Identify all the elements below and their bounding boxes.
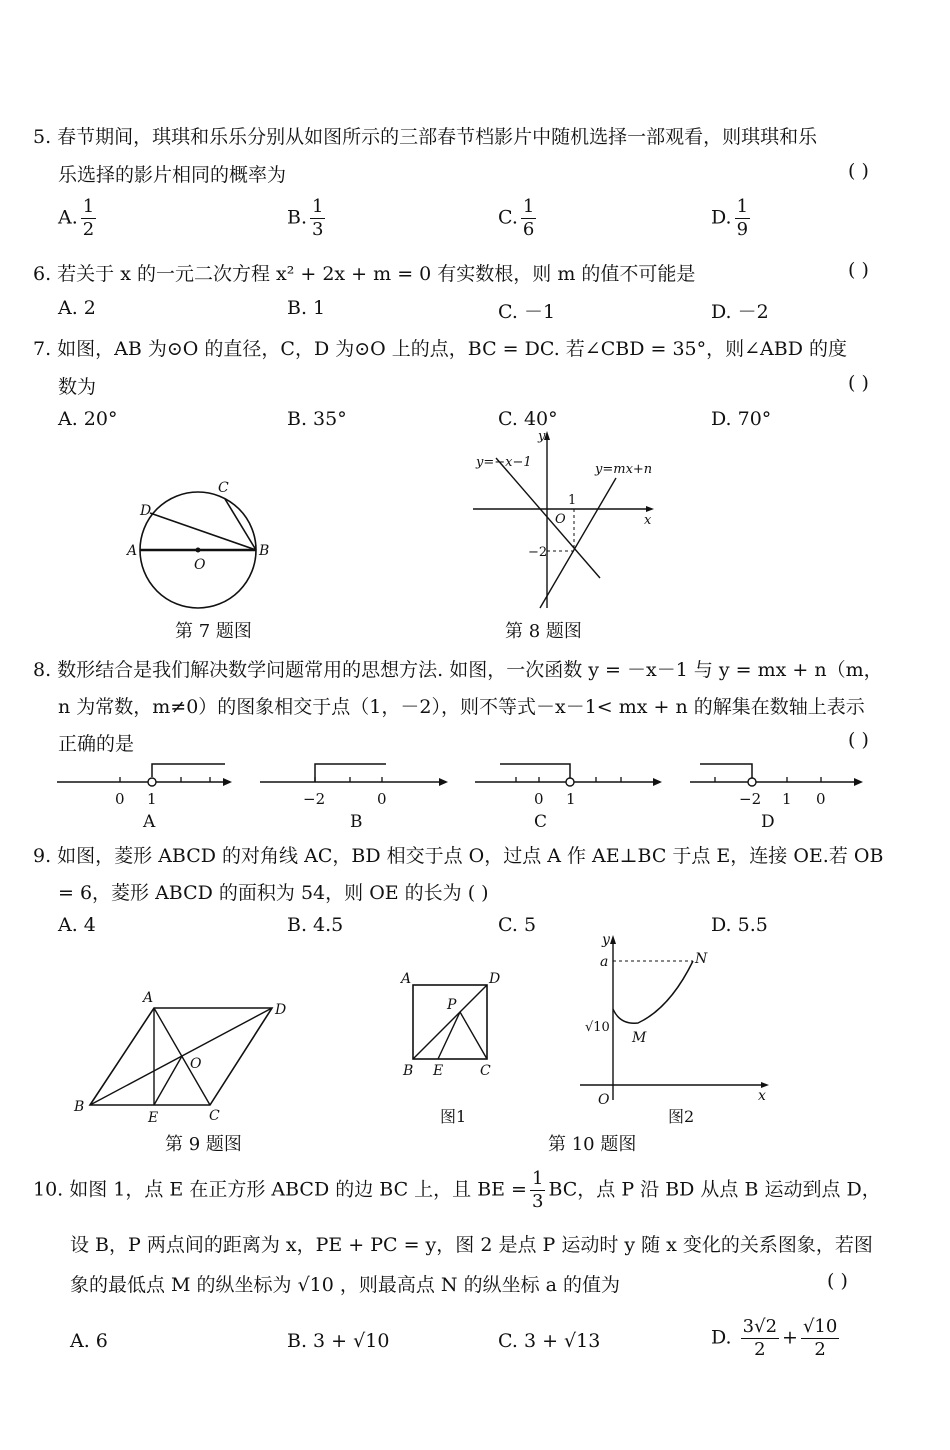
q5-option-a: A. $\frac{1}{2}$ — [58, 196, 95, 240]
fig9-label-e: E — [148, 1110, 159, 1126]
q5-line1: 5. 春节期间，琪琪和乐乐分别从如图所示的三部春节档影片中随机选择一部观看，则琪琪和乐 — [33, 126, 818, 148]
numline-c-open-point — [566, 778, 574, 786]
q10-line3: 象的最低点 M 的纵坐标为 √10 ，则最高点 N 的纵坐标 a 的值为 — [70, 1274, 621, 1296]
q10-option-b: B. 3 + √10 — [287, 1330, 390, 1352]
fig7-chord-db — [150, 513, 256, 550]
fig10-label-e: E — [433, 1063, 444, 1079]
fig7-label-b: B — [259, 543, 270, 559]
q8-line2: n 为常数，m≠0）的图象相交于点（1，－2），则不等式－x－1< mx + n 的解集在数轴上表示 — [58, 696, 865, 718]
q6-paren: ( ) — [848, 259, 869, 281]
numline-c-label-0: 0 — [534, 790, 544, 808]
q9-option-a: A. 4 — [58, 914, 96, 936]
q8-paren: ( ) — [848, 729, 869, 751]
numline-b-label-neg2: −2 — [303, 790, 326, 808]
fig10-label-y: y — [602, 932, 610, 948]
numline-a — [55, 760, 245, 835]
q5-line2: 乐选择的影片相同的概率为 — [58, 164, 287, 186]
q6-option-c: C. －1 — [498, 301, 556, 323]
q10-paren: ( ) — [827, 1270, 848, 1292]
fig10-label-x: x — [758, 1088, 766, 1104]
numline-a-option-label: A — [143, 812, 156, 832]
fig7-caption: 第 7 题图 — [175, 621, 252, 642]
q6-option-a: A. 2 — [58, 297, 96, 319]
fig10-label-o: O — [598, 1092, 610, 1108]
fig10-label-p: P — [447, 997, 457, 1013]
fig8-caption: 第 8 题图 — [505, 621, 582, 642]
fig10-segment-pe — [438, 1012, 460, 1059]
q7-line1: 7. 如图，AB 为⊙O 的直径，C，D 为⊙O 上的点，BC = DC. 若∠CBD = 35°，则∠ABD 的度 — [33, 338, 848, 360]
q10-line1: 10. 如图 1，点 E 在正方形 ABCD 的边 BC 上，且 BE = $\frac{1}{3}$ BC，点 P 沿 BD 从点 B 运动到点 D， — [33, 1168, 881, 1212]
q8-line3: 正确的是 — [58, 733, 135, 755]
fig7-label-o: O — [194, 557, 206, 573]
numline-b-arrow — [439, 778, 448, 786]
numline-d-bracket — [700, 764, 752, 778]
q7-option-b: B. 35° — [287, 408, 347, 430]
fig7-label-d: D — [140, 503, 152, 519]
fig8-label-x: x — [644, 513, 652, 528]
q10-option-d: D. $\frac{3√2}{2}$ + $\frac{√10}{2}$ — [711, 1316, 838, 1360]
fig10-caption: 第 10 题图 — [548, 1134, 637, 1155]
numline-d-arrow — [854, 778, 863, 786]
fig10-square-diagram — [398, 965, 508, 1080]
numline-d-label-1: 1 — [782, 790, 792, 808]
fig10-label-a: A — [401, 971, 412, 987]
q7-line2: 数为 — [58, 376, 97, 398]
q7-option-d: D. 70° — [711, 408, 772, 430]
numline-d — [688, 760, 878, 835]
fig9-rhombus-diagram — [70, 988, 295, 1128]
fig8-label-line2: y=mx+n — [595, 462, 653, 477]
fig10-y-arrow — [610, 935, 616, 944]
fig10-label-b: B — [403, 1063, 414, 1079]
q5-option-c: C. $\frac{1}{6}$ — [498, 196, 535, 240]
q10-option-a: A. 6 — [70, 1330, 108, 1352]
fig9-label-b: B — [74, 1099, 85, 1115]
q10-option-c: C. 3 + √13 — [498, 1330, 601, 1352]
numline-c-bracket — [500, 764, 570, 778]
q6-line: 6. 若关于 x 的一元二次方程 x² + 2x + m = 0 有实数根，则 m 的值不可能是 — [33, 263, 696, 285]
fig10-label-sqrt10: √10 — [585, 1020, 610, 1035]
q5-option-d: D. $\frac{1}{9}$ — [711, 196, 749, 240]
fig7-label-a: A — [127, 543, 138, 559]
numline-a-label-0: 0 — [115, 790, 125, 808]
q6-option-d: D. －2 — [711, 301, 769, 323]
fig10-subcaption-2: 图2 — [668, 1107, 695, 1126]
q9-line1: 9. 如图，菱形 ABCD 的对角线 AC，BD 相交于点 O，过点 A 作 AE⊥BC 于点 E，连接 OE.若 OB — [33, 845, 884, 867]
fig8-label-y: y — [538, 429, 546, 444]
fig10-subcaption-1: 图1 — [440, 1107, 467, 1126]
fig8-x-arrow — [646, 506, 654, 512]
q7-option-a: A. 20° — [58, 408, 118, 430]
fig10-label-c: C — [480, 1063, 491, 1079]
fig10-label-a-value: a — [600, 954, 609, 970]
q7-paren: ( ) — [848, 372, 869, 394]
fig10-label-n: N — [695, 951, 708, 967]
fig7-label-c: C — [218, 480, 229, 496]
fig7-circle-diagram — [120, 478, 290, 613]
fig9-caption: 第 9 题图 — [165, 1134, 242, 1155]
q6-option-b: B. 1 — [287, 297, 326, 319]
numline-a-arrow — [223, 778, 232, 786]
numline-c — [473, 760, 673, 835]
fig9-label-d: D — [275, 1002, 287, 1018]
q10-line2: 设 B，P 两点间的距离为 x，PE + PC = y，图 2 是点 P 运动时 y 随 x 变化的关系图象，若图 — [70, 1234, 873, 1256]
fig10-label-m: M — [632, 1030, 647, 1046]
fig9-label-o: O — [190, 1056, 202, 1072]
fig8-label-o: O — [555, 512, 566, 527]
q9-option-b: B. 4.5 — [287, 914, 344, 936]
q9-option-d: D. 5.5 — [711, 914, 768, 936]
q5-paren: ( ) — [848, 160, 869, 182]
fig9-label-c: C — [209, 1108, 220, 1124]
numline-a-open-point — [148, 778, 156, 786]
fig10-segment-pc — [460, 1012, 487, 1059]
numline-d-label-0: 0 — [816, 790, 826, 808]
numline-c-option-label: C — [534, 812, 548, 832]
fig10-curve — [613, 961, 693, 1023]
fig8-graph — [468, 428, 668, 613]
fig8-line-neg — [496, 458, 600, 578]
numline-b — [258, 760, 458, 835]
numline-c-arrow — [653, 778, 662, 786]
numline-d-open-point — [748, 778, 756, 786]
numline-b-label-0: 0 — [377, 790, 387, 808]
q5-option-b: B. $\frac{1}{3}$ — [287, 196, 324, 240]
q9-option-c: C. 5 — [498, 914, 537, 936]
fig8-line-mxn — [540, 478, 616, 608]
fig8-label-line1: y=−x−1 — [476, 455, 532, 470]
fig10-function-graph — [580, 930, 780, 1110]
q8-line1: 8. 数形结合是我们解决数学问题常用的思想方法. 如图，一次函数 y = －x－1 与 y = mx + n（m， — [33, 659, 883, 681]
fig10-label-d: D — [489, 971, 501, 987]
fig7-chord-cb — [225, 499, 256, 550]
fig8-label-1: 1 — [568, 493, 577, 508]
fig7-center-point — [196, 548, 201, 553]
numline-a-bracket — [152, 764, 225, 777]
q9-line2: = 6，菱形 ABCD 的面积为 54，则 OE 的长为 ( ) — [58, 882, 489, 904]
numline-b-option-label: B — [350, 812, 363, 832]
numline-c-label-1: 1 — [566, 790, 576, 808]
numline-d-label-neg2: −2 — [739, 790, 762, 808]
fig9-label-a: A — [143, 990, 154, 1006]
numline-a-label-1: 1 — [147, 790, 157, 808]
numline-d-option-label: D — [761, 812, 775, 832]
q7-option-c: C. 40° — [498, 408, 558, 430]
fig8-label-neg2: −2 — [528, 545, 548, 560]
